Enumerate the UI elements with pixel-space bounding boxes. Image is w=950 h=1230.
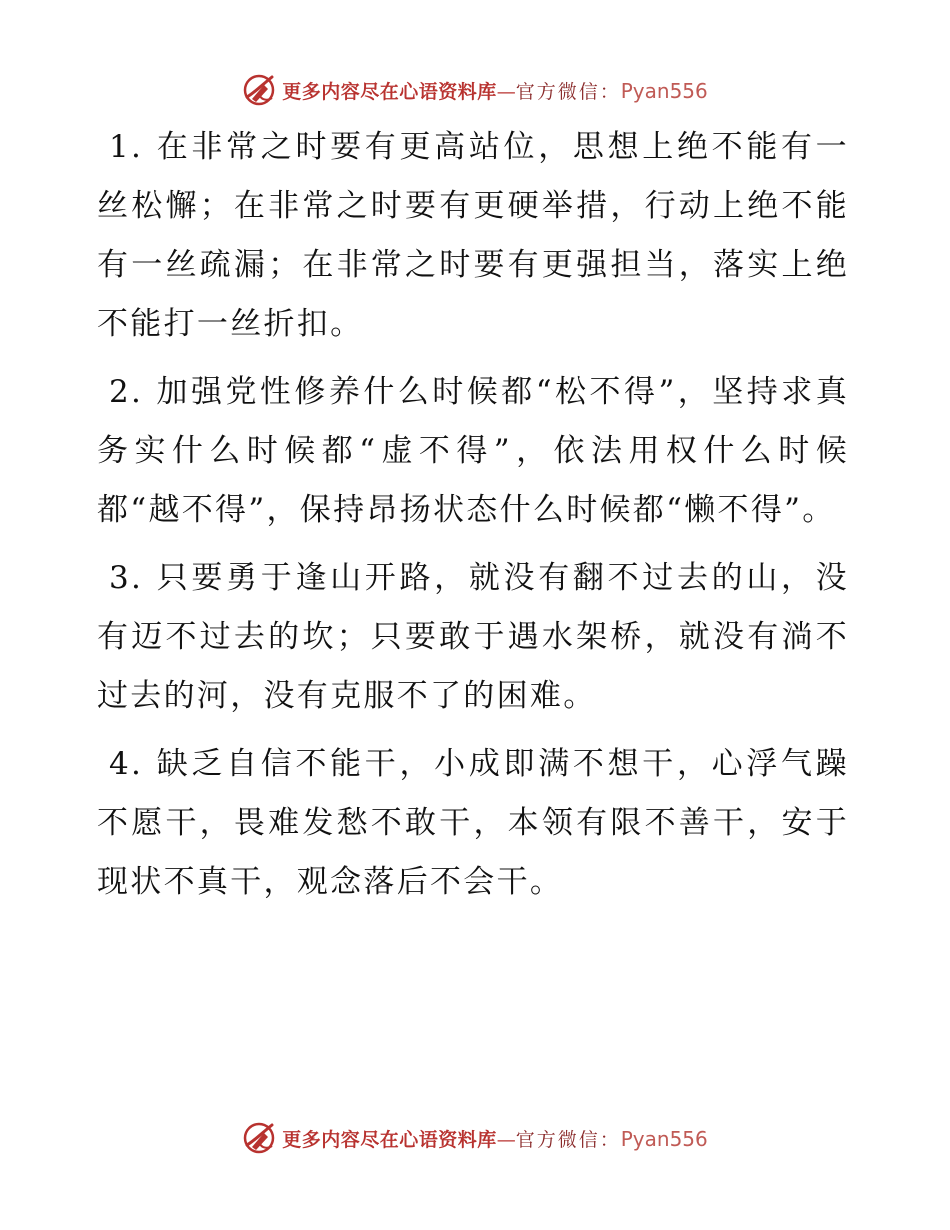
footer-banner-text [282, 1125, 708, 1152]
paragraph-2: 2. 加强党性修养什么时候都“松不得”，坚持求真务实什么时候都“虚不得”，依法用权什么时候都“越不得”，保持昂扬状态什么时候都“懒不得”。 [97, 374, 849, 528]
header-separator: — [496, 80, 516, 103]
header-wechat-id: Pyan556 [620, 78, 708, 103]
paragraph-1: 1. 在非常之时要有更高站位，思想上绝不能有一丝松懈；在非常之时要有更硬举措，行动上绝不能有一丝疏漏；在非常之时要有更强担当，落实上绝不能打一丝折扣。 [97, 129, 849, 342]
header-banner-text [282, 77, 708, 104]
footer-site-name: 更多内容尽在心语资料库 [282, 1128, 497, 1151]
document-body [97, 118, 849, 921]
footer-banner [0, 1118, 950, 1158]
header-site-name: 更多内容尽在心语资料库 [282, 80, 497, 103]
paragraph-3: 3. 只要勇于逢山开路，就没有翻不过去的山，没有迈不过去的坎；只要敢于遇水架桥，就没有淌不过去的河，没有克服不了的困难。 [97, 560, 849, 714]
paragraph-4: 4. 缺乏自信不能干，小成即满不想干，心浮气躁不愿干，畏难发愁不敢干，本领有限不善干，安于现状不真干，观念落后不会干。 [97, 746, 849, 900]
footer-separator: — [496, 1128, 516, 1151]
footer-wechat-id: Pyan556 [620, 1126, 708, 1151]
pen-logo-icon [242, 1121, 276, 1155]
header-banner [0, 70, 950, 110]
header-wechat-label: 官方微信： [515, 80, 621, 103]
footer-wechat-label: 官方微信： [515, 1128, 621, 1151]
pen-logo-icon [242, 73, 276, 107]
